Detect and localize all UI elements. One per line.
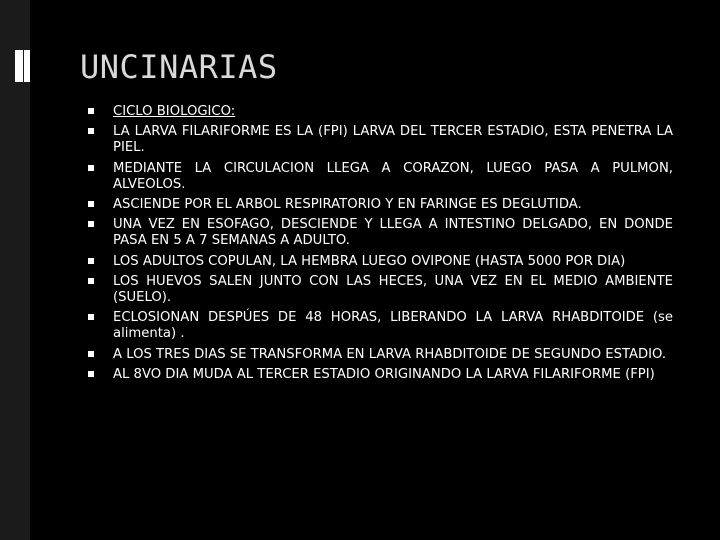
accent-bar-right [24,50,30,82]
square-bullet-icon [88,108,94,114]
bullet-text: UNA VEZ EN ESOFAGO, DESCIENDE Y LLEGA A INTESTINO DELGADO, EN DONDE PASA EN 5 A 7 SEMANAS A ADULTO. [113,217,673,249]
bullet-item [88,161,673,193]
bullet-item [88,254,673,270]
square-bullet-icon [88,371,94,377]
slide-title: UNCINARIAS [80,48,278,86]
bullet-text: MEDIANTE LA CIRCULACION LLEGA A CORAZON, LUEGO PASA A PULMON, ALVEOLOS. [113,160,673,192]
bullet-item [88,347,673,363]
bullet-list [88,104,673,387]
square-bullet-icon [88,351,94,357]
bullet-item [88,367,673,383]
square-bullet-icon [88,314,94,320]
bullet-text: LA LARVA FILARIFORME ES LA (FPI) LARVA DEL TERCER ESTADIO, ESTA PENETRA LA PIEL. [113,124,673,156]
bullet-item [88,274,673,306]
bullet-text: ASCIENDE POR EL ARBOL RESPIRATORIO Y EN FARINGE ES DEGLUTIDA. [113,197,582,213]
bullet-item [88,310,673,342]
square-bullet-icon [88,278,94,284]
accent-bar-left [15,50,23,82]
bullet-item [88,217,673,249]
square-bullet-icon [88,201,94,207]
square-bullet-icon [88,258,94,264]
bullet-text: CICLO BIOLOGICO: [113,104,236,119]
square-bullet-icon [88,165,94,171]
bullet-text: LOS HUEVOS SALEN JUNTO CON LAS HECES, UNA VEZ EN EL MEDIO AMBIENTE (SUELO). [113,273,673,306]
bullet-item [88,104,673,120]
square-bullet-icon [88,128,94,134]
bullet-item [88,197,673,213]
bullet-text: LOS ADULTOS COPULAN, LA HEMBRA LUEGO OVIPONE (HASTA 5000 POR DIA) [113,253,626,269]
bullet-text: A LOS TRES DIAS SE TRANSFORMA EN LARVA RHABDITOIDE DE SEGUNDO ESTADIO. [113,346,667,362]
bullet-text: ECLOSIONAN DESPÚES DE 48 HORAS, LIBERANDO LA LARVA RHABDITOIDE (se alimenta) . [113,310,673,342]
bullet-item [88,124,673,156]
bullet-text: AL 8VO DIA MUDA AL TERCER ESTADIO ORIGINANDO LA LARVA FILARIFORME (FPI) [113,366,655,382]
square-bullet-icon [88,221,94,227]
